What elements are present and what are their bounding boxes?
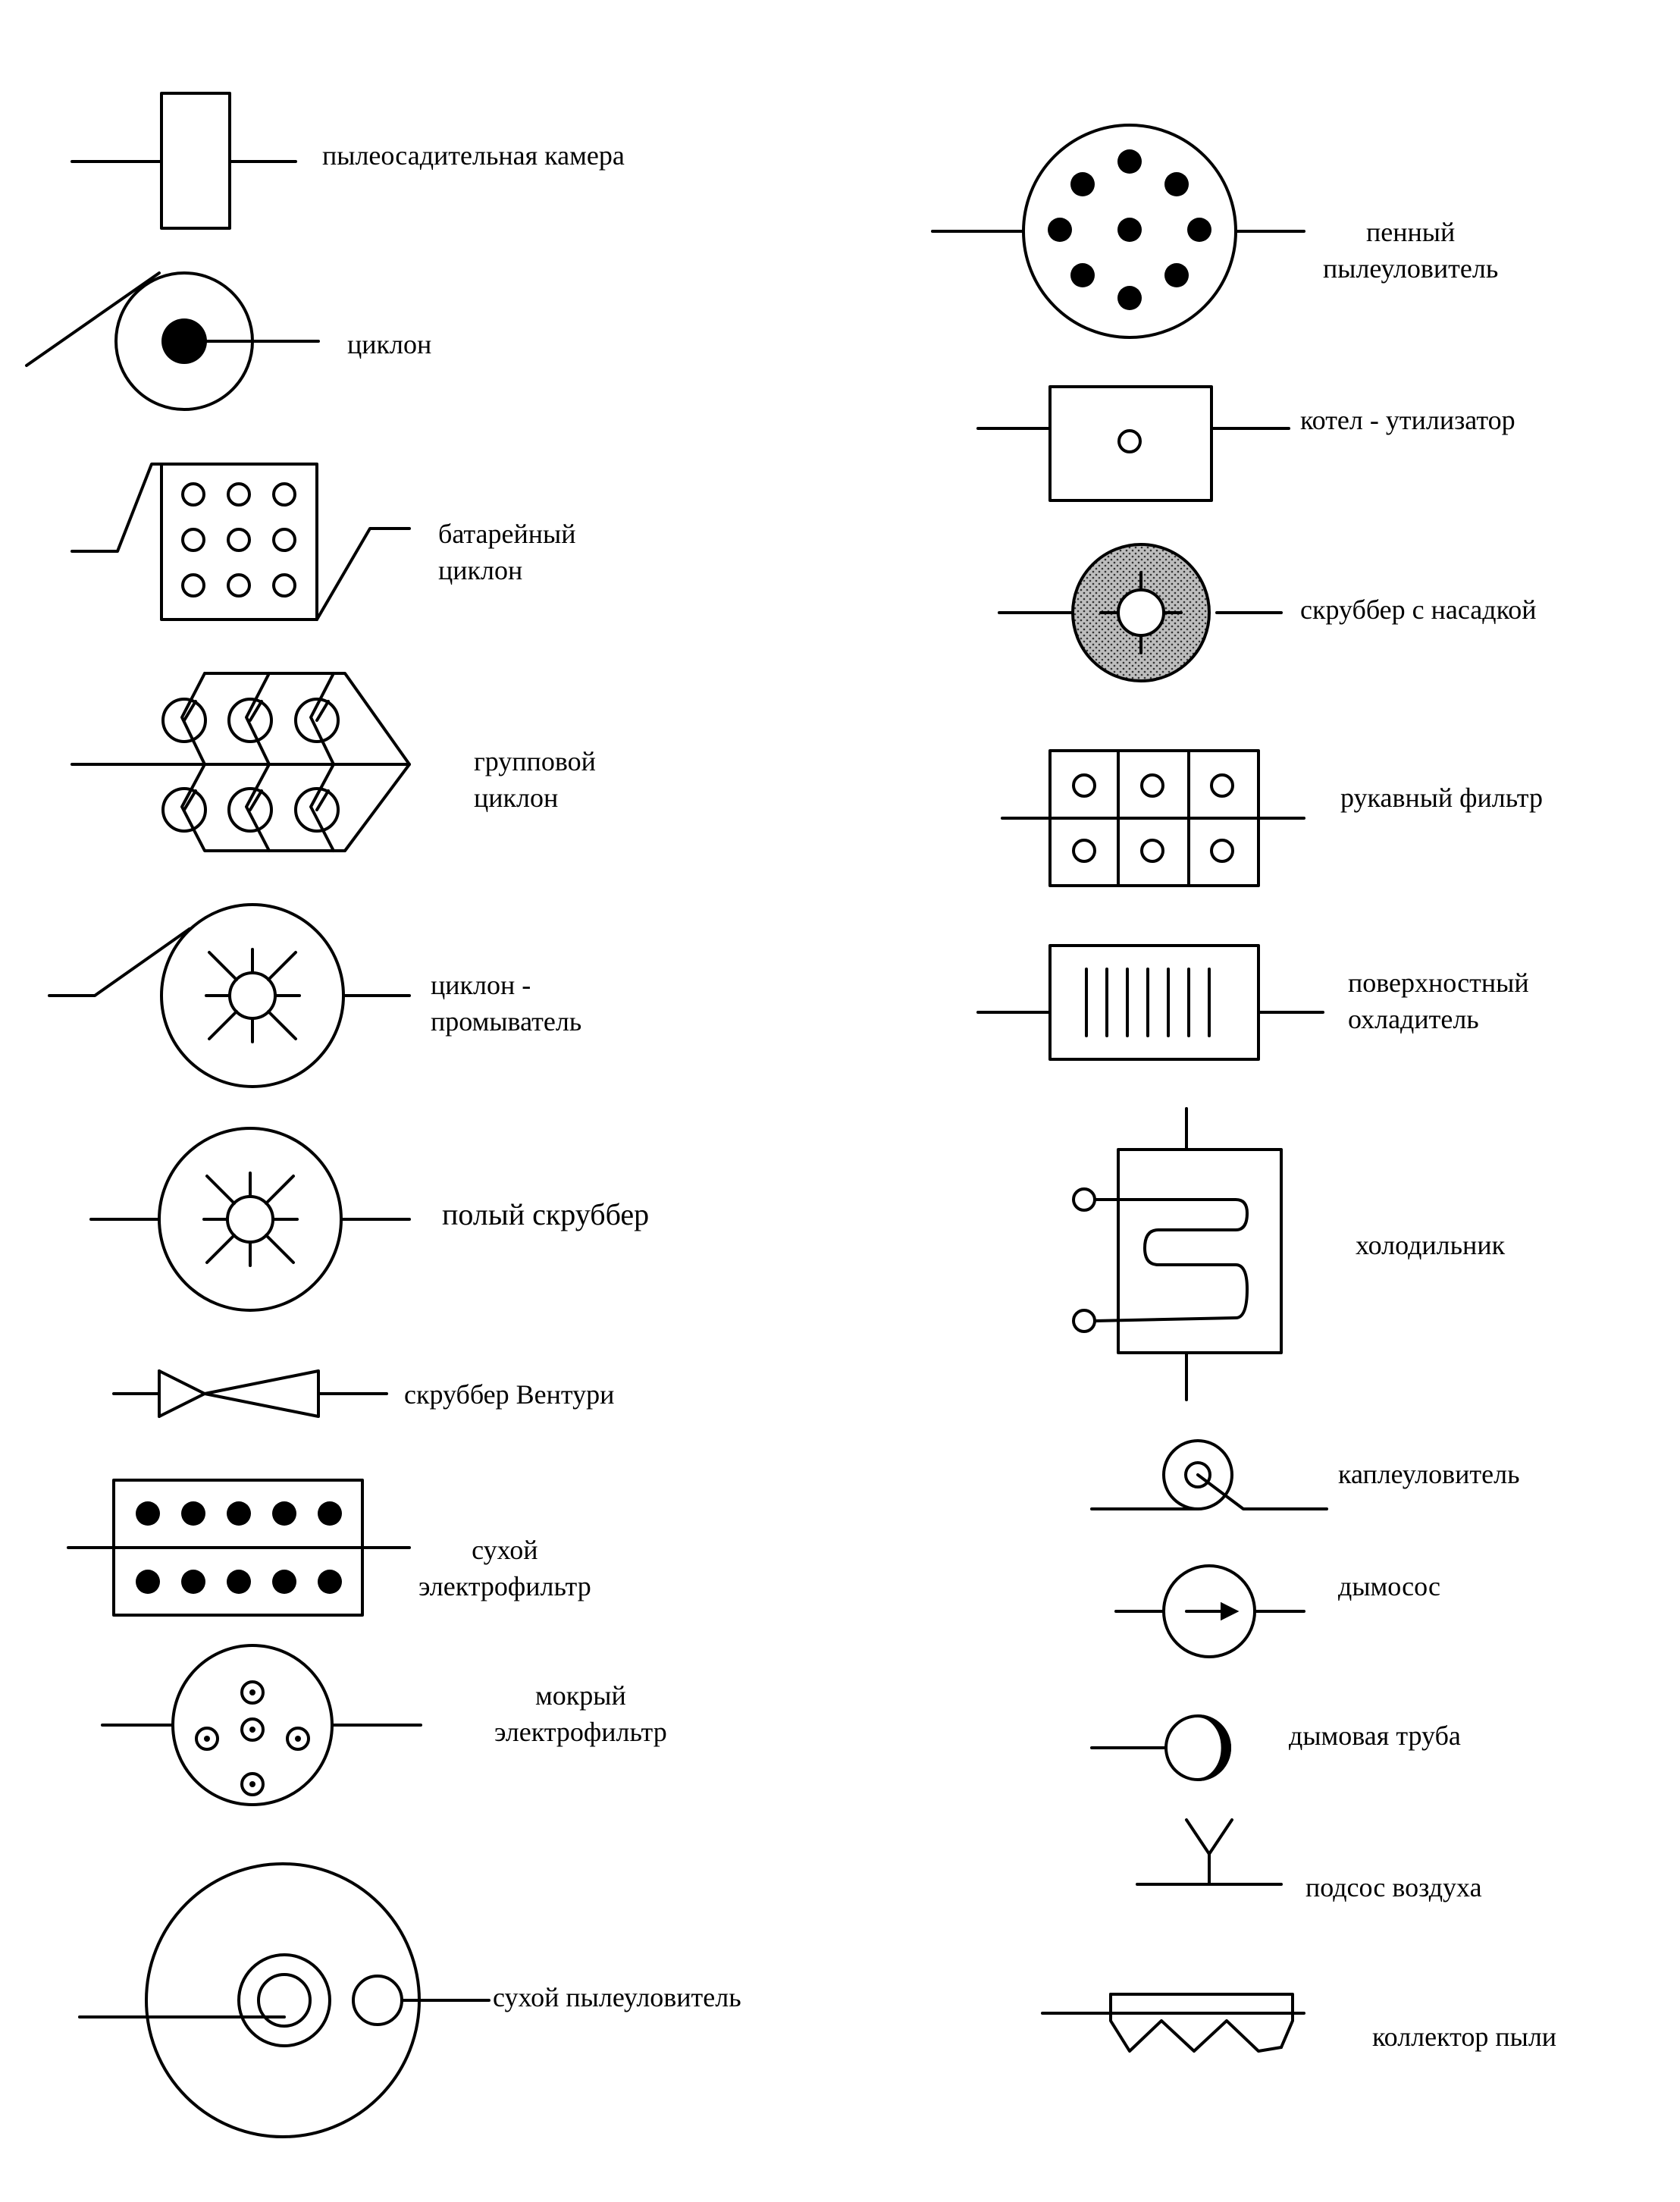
label-venturi-scrubber: скруббер Вентури: [404, 1379, 615, 1410]
label-dry-esp-line1: сухой: [472, 1535, 538, 1565]
label-dry-esp-line2: электрофильтр: [418, 1571, 591, 1601]
droplet-separator-symbol: [1092, 1441, 1327, 1509]
label-wet-electrostatic-precipitator: [494, 1677, 667, 1750]
label-droplet-separator: каплеуловитель: [1338, 1459, 1520, 1489]
label-foam-line2: пылеуловитель: [1323, 253, 1499, 284]
smoke-exhauster-symbol: [1116, 1566, 1304, 1657]
label-wet-esp-line2: электрофильтр: [494, 1717, 667, 1747]
chimney-symbol: [1092, 1716, 1230, 1780]
label-smoke-exhauster: дымосос: [1338, 1571, 1441, 1601]
label-foam-line1: пенный: [1366, 217, 1456, 247]
dry-electrostatic-precipitator-symbol: [68, 1480, 409, 1615]
surface-cooler-symbol: [978, 946, 1323, 1059]
refrigerator-symbol: [1074, 1109, 1281, 1400]
air-suction-symbol: [1137, 1820, 1281, 1884]
label-packed-scrubber: скруббер с насадкой: [1300, 594, 1537, 625]
label-waste-heat-boiler: котел - утилизатор: [1300, 405, 1515, 435]
label-dust-settling-chamber: пылеосадительная камера: [322, 140, 625, 171]
label-chimney: дымовая труба: [1289, 1721, 1461, 1751]
dry-dust-collector-symbol: [80, 1864, 489, 2137]
group-cyclone-symbol: [72, 673, 409, 851]
label-battery-cyclone-line1: батарейный: [438, 519, 576, 549]
label-air-suction: подсос воздуха: [1305, 1872, 1482, 1902]
label-surface-cooler-line1: поверхностный: [1348, 968, 1529, 998]
label-group-cyclone: [474, 743, 596, 816]
dust-collector-hopper-symbol: [1042, 1994, 1304, 2051]
label-battery-cyclone-line2: циклон: [438, 555, 523, 585]
label-battery-cyclone: [438, 516, 575, 588]
hollow-scrubber-symbol: [91, 1128, 409, 1310]
wet-electrostatic-precipitator-symbol: [102, 1645, 421, 1805]
label-surface-cooler-line2: охладитель: [1348, 1004, 1479, 1034]
venturi-scrubber-symbol: [114, 1371, 387, 1416]
label-dust-collector-hopper: коллектор пыли: [1372, 2022, 1557, 2052]
label-group-cyclone-line1: групповой: [474, 746, 596, 776]
label-dry-electrostatic-precipitator: [418, 1532, 591, 1604]
label-cyclone: циклон: [347, 329, 432, 359]
packed-scrubber-symbol: [999, 544, 1281, 681]
label-dry-dust-collector: сухой пылеуловитель: [493, 1982, 741, 2012]
cyclone-symbol: [27, 273, 318, 409]
label-cyclone-washer-line1: циклон -: [431, 970, 531, 1000]
label-cyclone-washer-line2: промыватель: [431, 1006, 582, 1037]
cyclone-washer-symbol: [49, 905, 409, 1087]
label-refrigerator: холодильник: [1356, 1230, 1506, 1260]
waste-heat-boiler-symbol: [978, 387, 1289, 500]
label-wet-esp-line1: мокрый: [534, 1680, 626, 1711]
battery-cyclone-symbol: [72, 464, 409, 620]
foam-dust-collector-symbol: [932, 125, 1304, 337]
dust-settling-chamber-symbol: [72, 93, 296, 228]
label-cyclone-washer: [431, 967, 581, 1040]
bag-filter-symbol: [1002, 751, 1304, 886]
label-surface-cooler: [1348, 965, 1529, 1037]
label-group-cyclone-line2: циклон: [474, 783, 559, 813]
label-bag-filter: рукавный фильтр: [1340, 783, 1543, 813]
label-foam-dust-collector: [1323, 214, 1498, 287]
label-hollow-scrubber: полый скруббер: [442, 1197, 650, 1231]
